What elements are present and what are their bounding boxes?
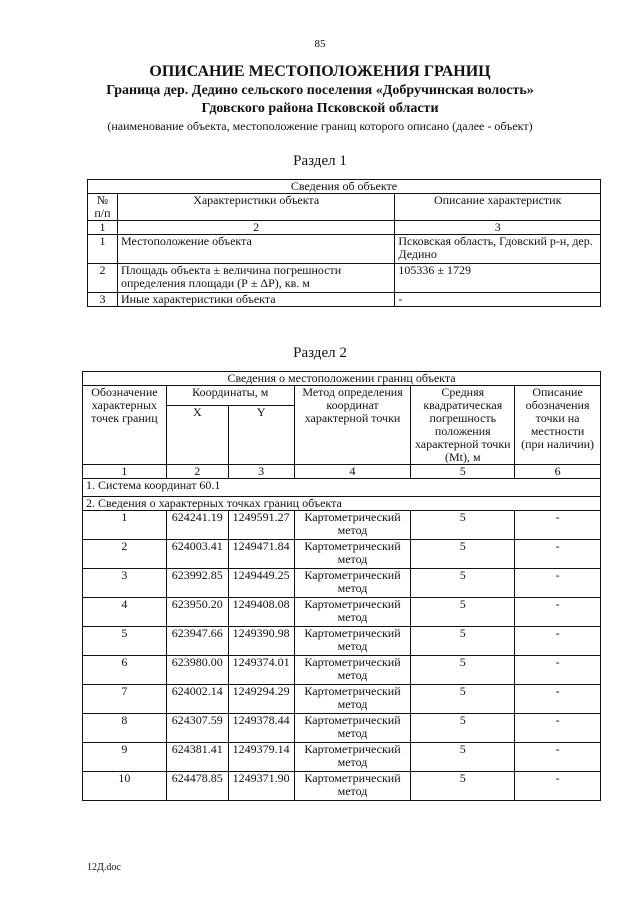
point-method: Картометрический метод (294, 569, 411, 598)
row-characteristic: Площадь объекта ± величина погрешности определения площади (Р ± ΔР), кв. м (117, 264, 394, 293)
row-number: 1 (88, 235, 118, 264)
section1-table (87, 179, 601, 307)
table-row (88, 264, 601, 293)
index-row (83, 465, 601, 479)
page-number: 85 (314, 38, 326, 50)
point-id: 10 (83, 772, 167, 801)
header-number: № п/п (88, 194, 118, 221)
point-x: 623950.20 (166, 598, 228, 627)
row-description: 105336 ± 1729 (395, 264, 601, 293)
point-error: 5 (411, 598, 515, 627)
point-id: 7 (83, 685, 167, 714)
point-method: Картометрический метод (294, 540, 411, 569)
point-error: 5 (411, 743, 515, 772)
point-description: - (515, 511, 601, 540)
point-id: 9 (83, 743, 167, 772)
point-y: 1249591.27 (228, 511, 294, 540)
point-id: 5 (83, 627, 167, 656)
point-y: 1249371.90 (228, 772, 294, 801)
point-id: 2 (83, 540, 167, 569)
point-error: 5 (411, 627, 515, 656)
index-cell: 5 (411, 465, 515, 479)
header-point-designation: Обозначение характерных точек границ (83, 386, 167, 465)
index-cell: 3 (395, 221, 601, 235)
point-error: 5 (411, 714, 515, 743)
point-x: 624478.85 (166, 772, 228, 801)
table-row (83, 743, 601, 772)
table-title-row (83, 372, 601, 386)
point-x: 623947.66 (166, 627, 228, 656)
row-number: 2 (88, 264, 118, 293)
point-description: - (515, 540, 601, 569)
table-title: Сведения об объекте (88, 180, 601, 194)
point-x: 624307.59 (166, 714, 228, 743)
point-description: - (515, 743, 601, 772)
header-y: Y (228, 406, 294, 465)
coordinate-system: 1. Система координат 60.1 (83, 479, 601, 497)
point-description: - (515, 772, 601, 801)
point-method: Картометрический метод (294, 714, 411, 743)
index-cell: 1 (83, 465, 167, 479)
points-heading: 2. Сведения о характерных точках границ объекта (83, 497, 601, 511)
index-row (88, 221, 601, 235)
header-coordinates: Координаты, м (166, 386, 294, 406)
row-characteristic: Иные характеристики объекта (117, 293, 394, 307)
table-row (83, 598, 601, 627)
point-method: Картометрический метод (294, 511, 411, 540)
system-row (83, 479, 601, 497)
table-row (83, 511, 601, 540)
point-y: 1249471.84 (228, 540, 294, 569)
header-x: X (166, 406, 228, 465)
section2-table (82, 371, 601, 801)
point-description: - (515, 627, 601, 656)
point-y: 1249379.14 (228, 743, 294, 772)
object-name-line2: Гдовского района Псковской области (201, 101, 439, 116)
object-name-note: (наименование объекта, местоположение границ которого описано (далее - объект) (107, 119, 533, 133)
points-body (83, 511, 601, 801)
point-id: 6 (83, 656, 167, 685)
row-characteristic: Местоположение объекта (117, 235, 394, 264)
table-row (83, 627, 601, 656)
point-method: Картометрический метод (294, 743, 411, 772)
points-heading-row (83, 497, 601, 511)
row-number: 3 (88, 293, 118, 307)
header-characteristic: Характеристики объекта (117, 194, 394, 221)
point-x: 624381.41 (166, 743, 228, 772)
section2-heading: Раздел 2 (293, 345, 347, 361)
row-description: Псковская область, Гдовский р-н, дер. Дедино (395, 235, 601, 264)
table-title: Сведения о местоположении границ объекта (83, 372, 601, 386)
table-row (83, 685, 601, 714)
table-title-row (88, 180, 601, 194)
point-description: - (515, 685, 601, 714)
row-description: - (395, 293, 601, 307)
point-x: 623980.00 (166, 656, 228, 685)
point-x: 624002.14 (166, 685, 228, 714)
table-row (83, 714, 601, 743)
point-y: 1249390.98 (228, 627, 294, 656)
point-description: - (515, 598, 601, 627)
index-cell: 6 (515, 465, 601, 479)
point-y: 1249378.44 (228, 714, 294, 743)
point-id: 1 (83, 511, 167, 540)
table-row (83, 540, 601, 569)
point-y: 1249294.29 (228, 685, 294, 714)
point-method: Картометрический метод (294, 772, 411, 801)
index-cell: 1 (88, 221, 118, 235)
index-cell: 4 (294, 465, 411, 479)
table-row (83, 656, 601, 685)
point-x: 624003.41 (166, 540, 228, 569)
index-cell: 2 (166, 465, 228, 479)
header-method: Метод определения координат характерной точки (294, 386, 411, 465)
file-name: 12Д.doc (87, 862, 121, 873)
document-title: ОПИСАНИЕ МЕСТОПОЛОЖЕНИЯ ГРАНИЦ (149, 63, 491, 80)
point-description: - (515, 569, 601, 598)
section1-heading: Раздел 1 (293, 153, 347, 169)
table-row (83, 772, 601, 801)
point-error: 5 (411, 511, 515, 540)
table-row (88, 293, 601, 307)
table-header-row (88, 194, 601, 221)
table-row (88, 235, 601, 264)
point-method: Картометрический метод (294, 627, 411, 656)
point-description: - (515, 656, 601, 685)
point-error: 5 (411, 569, 515, 598)
object-name-line1: Граница дер. Дедино сельского поселения «Добручинская волость» (106, 83, 534, 98)
point-y: 1249449.25 (228, 569, 294, 598)
table-header-row (83, 386, 601, 406)
point-error: 5 (411, 656, 515, 685)
point-method: Картометрический метод (294, 656, 411, 685)
point-x: 623992.85 (166, 569, 228, 598)
point-description: - (515, 714, 601, 743)
point-id: 4 (83, 598, 167, 627)
point-error: 5 (411, 685, 515, 714)
point-method: Картометрический метод (294, 685, 411, 714)
point-id: 3 (83, 569, 167, 598)
point-x: 624241.19 (166, 511, 228, 540)
header-description: Описание характеристик (395, 194, 601, 221)
table-row (83, 569, 601, 598)
point-error: 5 (411, 772, 515, 801)
header-error: Средняя квадратическая погрешность положения характерной точки (Mt), м (411, 386, 515, 465)
point-error: 5 (411, 540, 515, 569)
point-method: Картометрический метод (294, 598, 411, 627)
point-y: 1249408.08 (228, 598, 294, 627)
index-cell: 2 (117, 221, 394, 235)
point-id: 8 (83, 714, 167, 743)
header-point-description: Описание обозначения точки на местности (при наличии) (515, 386, 601, 465)
index-cell: 3 (228, 465, 294, 479)
point-y: 1249374.01 (228, 656, 294, 685)
